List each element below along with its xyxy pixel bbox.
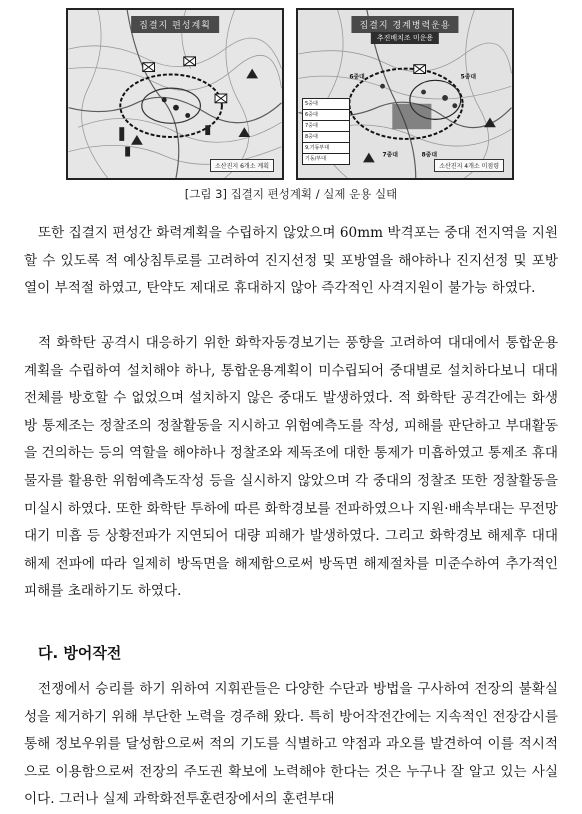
paragraph-3: [24, 676, 558, 814]
left-map-caption: 소산진지 6개소 계획: [210, 159, 274, 172]
legend-item: 8중대: [303, 132, 349, 143]
right-map-label-7: 7중대: [382, 152, 398, 159]
right-map-image: [296, 8, 514, 180]
paragraph-1: [24, 220, 558, 303]
figure: [66, 8, 516, 180]
paragraph-text: 전쟁에서 승리를 하기 위하여 지휘관들은 다양한 수단과 방법을 구사하여 전장의 불확실성을 제거하기 위해 부단한 노력을 경주해 왔다. 특히 방어작전간에는 지속적인 전장감시를 통해 정보우위를 달성함으로써 적의 기도를 식별하고 약점과 과오를 발견하여 이를 적시적으로 이용함으로써 전장의 주도권 확보에 노력해야 한다는 것은 누구나 잘 알고 있는 사실이다. 그러나 실제 과학화전투훈련장에서의 훈련부대: [24, 681, 558, 808]
figure-caption: [그림 3] 집결지 편성계획 / 실제 운용 실태: [184, 187, 398, 201]
right-map-title: 집결지 경계병력운용: [351, 16, 458, 33]
right-map-legend: [302, 98, 350, 165]
right-map-caption: 소산진지 4개소 미점령: [434, 159, 504, 172]
left-map-title: 집결지 편성계획: [131, 16, 219, 33]
legend-item: 9,기동부대: [303, 143, 349, 154]
right-map-label-8: 8중대: [421, 152, 438, 159]
left-map-image: [66, 8, 284, 180]
right-map-subtitle: 추진배치조 미운용: [371, 32, 439, 44]
left-map-terrain: [68, 10, 282, 178]
legend-item: 기동/부대: [305, 156, 327, 162]
paragraph-2: [24, 330, 558, 606]
right-map-label-6: 6중대: [349, 74, 365, 81]
legend-item: 6중대: [303, 110, 349, 121]
section-heading: 다. 방어작전: [38, 644, 122, 662]
right-map-label-5: 5중대: [460, 74, 477, 81]
paragraph-text: 또한 집결지 편성간 화력계획을 수립하지 않았으며 60mm 박격포는 중대 전지역을 지원할 수 있도록 적 예상침투로를 고려하여 진지선정 및 포방열을 해야하나 진지선정 및 포방열이 부적절 하였고, 탄약도 제대로 휴대하지 않아 즉각적인 사격지원이 불가능 하였다.: [24, 225, 558, 297]
legend-item: 5중대: [303, 99, 349, 110]
paragraph-text: 적 화학탄 공격시 대응하기 위한 화학자동경보기는 풍향을 고려하여 대대에서 통합운용계획을 수립하여 설치해야 하나, 통합운용계획이 미수립되어 중대별로 설치하다보니 대대전체를 방호할 수 없었으며 설치하지 않은 중대도 발생하였다. 적 화학탄 공격간에는 화생방 통제조는 정찰조의 정찰활동을 지시하고 위험예측도를 작성, 피해를 판단하고 부대활동을 건의하는 등의 역할을 해야하나 정찰조와 제독조에 대한 통제가 미흡하였고 통제조 휴대물자를 활용한 위험예측도작성 등을 실시하지 않았으며 각 중대의 정찰조 또한 정찰활동을 미실시 하였다. 또한 화학탄 투하에 따른 화학경보를 전파하였으나 지원·배속부대는 무전망 대기 미흡 등 상황전파가 지연되어 대량 피해가 발생하였다. 그리고 화학경보 해제후 대대 해제 전파에 따라 일제히 방독면을 해제함으로써 방독면 해제절차를 미준수하여 추가적인 피해를 초래하기도 하였다.: [24, 335, 558, 600]
legend-item: 7중대: [303, 121, 349, 132]
